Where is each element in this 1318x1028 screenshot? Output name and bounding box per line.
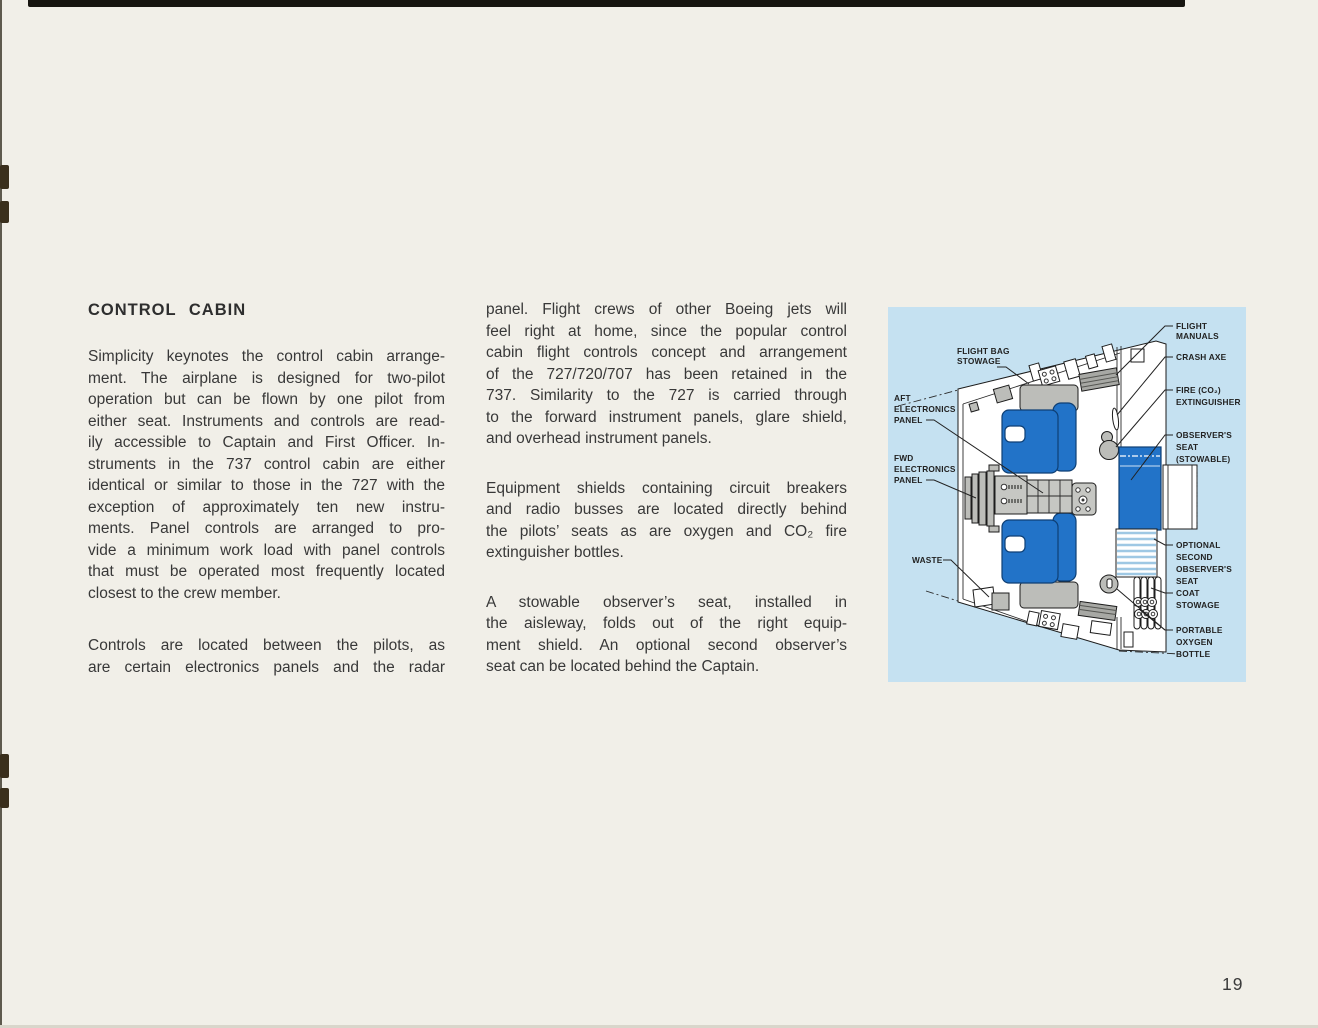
stowage-compartment	[1124, 632, 1133, 647]
middle-column	[486, 299, 847, 678]
text-line: Simplicity keynotes the control cabin arrange-	[88, 348, 445, 365]
round-oxygen-bottle	[1100, 575, 1118, 593]
text-line: of the 727/720/707 has been retained in the	[486, 365, 847, 383]
text-line: are certain electronics panels and the radar	[88, 658, 445, 676]
paragraph	[486, 478, 847, 564]
text-line: A stowable observer’s seat, installed in	[486, 593, 847, 611]
text-line: extinguisher bottles.	[486, 544, 624, 561]
text-line: operation but can be flown by one pilot from	[88, 391, 445, 408]
text-line: and overhead instrument panels.	[486, 430, 712, 447]
captain-seat	[1002, 403, 1076, 473]
throttle-lever	[1001, 498, 1007, 504]
label-crash-axe	[1176, 352, 1227, 362]
stowage-compartment	[1131, 349, 1144, 362]
galley-unit	[1039, 611, 1060, 630]
cabin-diagram-svg	[888, 307, 1246, 682]
page-number: 19	[1222, 974, 1244, 994]
paragraph	[88, 635, 445, 678]
scan-top-edge-artifact	[28, 0, 1185, 7]
staple-mark	[0, 754, 9, 778]
svg-text:OPTIONAL: OPTIONAL	[1176, 540, 1221, 550]
svg-text:PANEL: PANEL	[894, 475, 923, 485]
svg-text:AFT: AFT	[894, 393, 911, 403]
svg-text:FIRE (CO₂): FIRE (CO₂)	[1176, 385, 1221, 395]
paragraph	[486, 592, 847, 678]
label-waste	[912, 555, 943, 565]
aft-electronics-panel	[1027, 480, 1072, 513]
svg-text:SECOND: SECOND	[1176, 552, 1213, 562]
staple-mark	[0, 201, 9, 223]
text-line: the pilots’ seats as are oxygen and CO₂ fire	[486, 522, 847, 540]
text-line: and radio busses are located directly behind	[486, 501, 847, 518]
text-line: identical or similar to those in the 727 with the	[88, 477, 445, 494]
svg-text:ELECTRONICS: ELECTRONICS	[894, 464, 956, 474]
console-foot	[989, 465, 999, 471]
svg-text:BOTTLE: BOTTLE	[1176, 649, 1211, 659]
console-foot	[989, 526, 999, 532]
svg-text:SEAT: SEAT	[1176, 576, 1199, 586]
throttle-lever	[1001, 484, 1007, 490]
stowage-compartment	[1090, 621, 1111, 636]
observer-seat-stowed-tracks	[1163, 465, 1197, 529]
throttle-quadrant	[995, 476, 1027, 514]
text-line: Controls are located between the pilots, as	[88, 637, 445, 654]
svg-text:FLIGHT: FLIGHT	[1176, 321, 1208, 331]
text-line: seat can be located behind the Captain.	[486, 658, 760, 675]
text-line: panel. Flight crews of other Boeing jets will	[486, 301, 847, 318]
text-line: exception of approximately ten new instru-	[88, 498, 445, 516]
svg-text:CRASH AXE: CRASH AXE	[1176, 352, 1227, 362]
text-line: 737. Similarity to the 727 is carried through	[486, 387, 847, 404]
text-line: ily accessible to Captain and First Officer. In-	[88, 434, 445, 451]
svg-text:MANUALS: MANUALS	[1176, 331, 1219, 341]
svg-text:(STOWABLE): (STOWABLE)	[1176, 454, 1231, 464]
paragraph	[88, 346, 445, 604]
text-line: vide a minimum work load with panel controls	[88, 541, 445, 559]
fwd-electronics-panel	[972, 474, 978, 523]
fwd-electronics-panel	[987, 471, 994, 526]
text-line: struments in the 737 control cabin are either	[88, 455, 445, 473]
text-line: either seat. Instruments and controls are read-	[88, 412, 445, 430]
observer-seat-shape	[1119, 447, 1161, 530]
flight-bag-stowage-bin	[1020, 582, 1078, 608]
article-heading: CONTROL CABIN	[88, 301, 247, 319]
fwd-electronics-panel	[965, 477, 971, 519]
scan-left-edge-artifact	[0, 0, 2, 1028]
optional-observer-seat-shape	[1116, 529, 1157, 577]
text-line: ment shield. An optional second observer’s	[486, 636, 847, 654]
text-line: ment. The airplane is designed for two-pilot	[88, 369, 445, 387]
text-line: that must be operated most frequently located	[88, 563, 445, 580]
staple-mark	[0, 165, 9, 189]
svg-text:OBSERVER'S: OBSERVER'S	[1176, 430, 1232, 440]
text-line: cabin flight controls concept and arrangement	[486, 344, 847, 361]
svg-text:COAT: COAT	[1176, 588, 1200, 598]
svg-text:FWD: FWD	[894, 453, 914, 463]
stowage-compartment	[1027, 611, 1039, 626]
text-line: Equipment shields containing circuit breakers	[486, 479, 847, 497]
fwd-electronics-panel	[979, 472, 986, 525]
cabin-diagram	[888, 307, 1246, 682]
staple-mark	[0, 788, 9, 808]
seat-cutout	[1005, 426, 1025, 442]
svg-text:PORTABLE: PORTABLE	[1176, 625, 1223, 635]
svg-text:FLIGHT BAG: FLIGHT BAG	[957, 346, 1010, 356]
paragraph	[486, 299, 847, 450]
text-line: closest to the crew member.	[88, 584, 281, 602]
svg-text:STOWAGE: STOWAGE	[957, 356, 1001, 366]
svg-text:OXYGEN: OXYGEN	[1176, 637, 1213, 647]
text-line: the aisleway, folds out of the right equip-	[486, 615, 847, 632]
svg-text:PANEL: PANEL	[894, 415, 923, 425]
left-column	[88, 300, 445, 678]
text-line: ments. Panel controls are arranged to pro-	[88, 520, 445, 537]
text-line: feel right at home, since the popular control	[486, 322, 847, 340]
seat-cutout	[1005, 536, 1025, 552]
text-line: to the forward instrument panels, glare shield,	[486, 408, 847, 426]
svg-text:STOWAGE: STOWAGE	[1176, 600, 1220, 610]
stowage-compartment	[1061, 624, 1079, 640]
svg-text:OBSERVER'S: OBSERVER'S	[1176, 564, 1232, 574]
svg-text:ELECTRONICS: ELECTRONICS	[894, 404, 956, 414]
svg-text:WASTE: WASTE	[912, 555, 943, 565]
first-officer-seat	[1002, 513, 1076, 583]
svg-text:EXTINGUISHER: EXTINGUISHER	[1176, 397, 1241, 407]
svg-text:SEAT: SEAT	[1176, 442, 1199, 452]
stowage-box	[969, 402, 979, 412]
